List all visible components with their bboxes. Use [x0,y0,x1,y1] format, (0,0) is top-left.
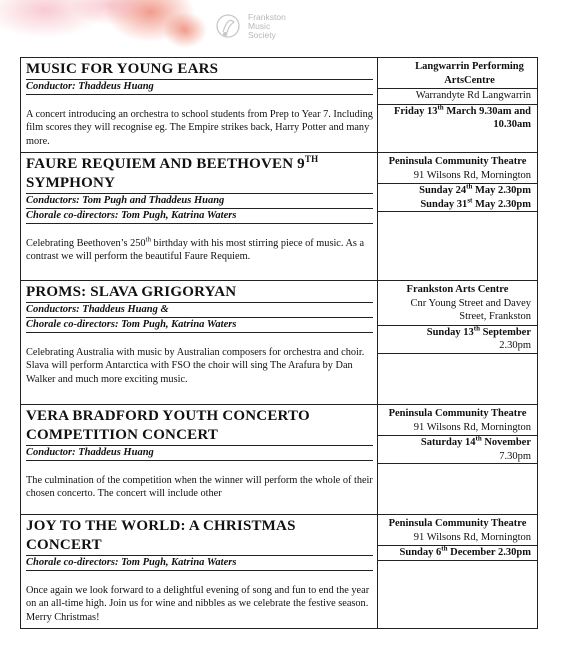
event-row [21,58,538,153]
event-date: Saturday 14th November [420,434,531,448]
event-details [21,58,378,153]
event-details [21,405,378,515]
venue-name: Langwarrin Performing ArtsCentre [415,61,524,86]
event-venue-cell [378,58,538,153]
event-description: Once again we look forward to a delightful evening of song and fun to end the year on an all-time high. Join us for wine and nibbles as we celebrate the festive season. Merry Christmas! [26,570,373,624]
venue-address: Cnr Young Street and Davey Street, Frankston [410,297,531,322]
event-description: Celebrating Beethoven’s 250th birthday with his most stirring piece of music. As a contrast we will perform the beautiful Faure Requiem. [26,223,373,264]
venue-address: 91 Wilsons Rd, Mornington [413,169,531,181]
event-details [21,153,378,281]
event-credit: Conductors: Tom Pugh and Thaddeus Huang [26,193,373,208]
event-date: Sunday 24th May 2.30pm [419,182,531,196]
event-row [21,281,538,405]
event-credit: Conductors: Thaddeus Huang & [26,302,373,317]
event-description: A concert introducing an orchestra to school students from Prep to Year 7. Including film scores they will recognise eg. The Empire strikes back, Harry Potter and many more. [26,94,373,148]
event-details [21,515,378,629]
event-credit: Chorale co-directors: Tom Pugh, Katrina Waters [26,317,373,332]
venue-name: Peninsula Community Theatre [388,408,527,419]
event-venue-cell [378,515,538,629]
event-venue-cell [378,153,538,281]
event-description: The culmination of the competition when the winner will perform the whole of their chosen concerto. The concert will include other [26,460,373,514]
event-credit: Conductor: Thaddeus Huang [26,79,373,94]
event-credit: Chorale co-directors: Tom Pugh, Katrina Waters [26,555,373,570]
event-date: Friday 13th March 9.30am and 10.30am [393,103,531,130]
venue-name: Peninsula Community Theatre [388,518,527,529]
event-venue-cell [378,281,538,405]
event-title: VERA BRADFORD YOUTH CONCERTO COMPETITION CONCERT [26,408,310,443]
event-credit: Chorale co-directors: Tom Pugh, Katrina Waters [26,208,373,223]
event-credit: Conductor: Thaddeus Huang [26,445,373,460]
event-row [21,153,538,281]
events-table [20,57,538,629]
logo-mark-icon [214,12,244,48]
event-time: 2.30pm [499,340,531,351]
event-details [21,281,378,405]
venue-address: 91 Wilsons Rd, Mornington [413,421,531,433]
event-row [21,515,538,629]
event-title: FAURE REQUIEM AND BEETHOVEN 9TH SYMPHONY [26,154,319,191]
event-date: Sunday 31st May 2.30pm [420,196,531,210]
event-date: Sunday 13th September [426,324,531,338]
header-decoration [0,0,210,50]
event-row [21,405,538,515]
venue-address: Warrandyte Rd Langwarrin [415,90,531,101]
event-time: 7.30pm [499,450,531,462]
society-name: Frankston Music Society [248,12,286,40]
event-title: MUSIC FOR YOUNG EARS [26,61,219,77]
venue-address: 91 Wilsons Rd, Mornington [413,531,531,543]
event-date: Sunday 6th December 2.30pm [399,544,531,558]
event-venue-cell [378,405,538,515]
event-title: PROMS: SLAVA GRIGORYAN [26,284,237,300]
venue-name: Peninsula Community Theatre [388,156,527,167]
event-title: JOY TO THE WORLD: A CHRISTMAS CONCERT [26,518,296,553]
event-description: Celebrating Australia with music by Australian composers for orchestra and choir. Slava will perform Antarctica with FSO the choir will sing The Arafura by Dan Walker and much more exciting music. [26,332,373,386]
venue-name: Frankston Arts Centre [406,284,509,295]
